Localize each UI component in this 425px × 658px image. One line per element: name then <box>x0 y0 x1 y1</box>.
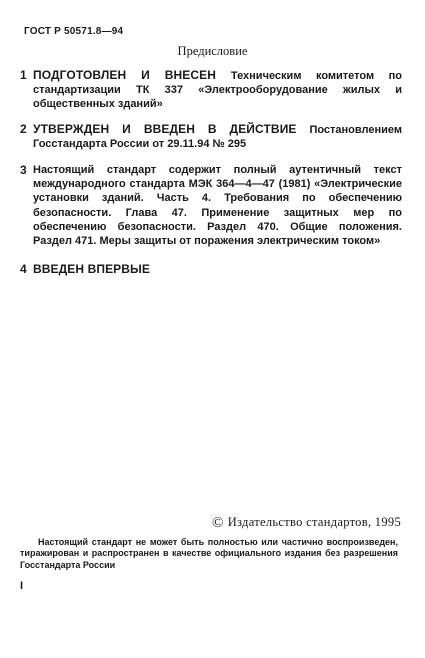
item-text: Техническим комитетом по стандартизации ТК 337 «Электрооборудование жилых и общественных зданий» <box>33 70 402 111</box>
foreword-item <box>20 262 402 277</box>
page-number: I <box>20 580 24 592</box>
item-lead: ПОДГОТОВЛЕН И ВНЕСЕН <box>33 68 231 82</box>
reproduction-notice: Настоящий стандарт не может быть полностью или частично воспроизведен, тиражирован и распространен в качестве официального издания без разрешения Госстандарта России <box>20 537 398 570</box>
publisher-copyright <box>212 515 401 532</box>
foreword-items-list <box>20 68 402 277</box>
item-number: 2 <box>20 121 27 136</box>
item-lead: УТВЕРЖДЕН И ВВЕДЕН В ДЕЙСТВИЕ <box>33 121 310 136</box>
item-number: 4 <box>20 262 27 277</box>
foreword-item <box>20 163 402 248</box>
standard-code-header: ГОСТ Р 50571.8—94 <box>24 26 124 37</box>
item-number: 3 <box>20 163 27 178</box>
copyright-icon: © <box>212 515 224 531</box>
foreword-item <box>20 68 402 112</box>
item-lead: ВВЕДЕН ВПЕРВЫЕ <box>33 262 151 277</box>
foreword-item <box>20 122 402 151</box>
page-title: Предисловие <box>177 44 248 58</box>
item-text: Настоящий стандарт содержит полный аутентичный текст международного стандарта МЭК 364—4—47 (1981) «Электрические установки зданий. Часть 4. Требования по обеспечению безопасности. Глава 47. Применение защитных мер по обеспечению безопасности. Раздел 470. Общие положения. Раздел 471. Меры защиты от поражения электрическим током» <box>33 164 402 248</box>
publisher-text: Издательство стандартов, 1995 <box>227 515 401 529</box>
item-number: 1 <box>20 68 27 82</box>
item-text: Постановлением Госстандарта России от 29.11.94 № 295 <box>33 123 402 150</box>
